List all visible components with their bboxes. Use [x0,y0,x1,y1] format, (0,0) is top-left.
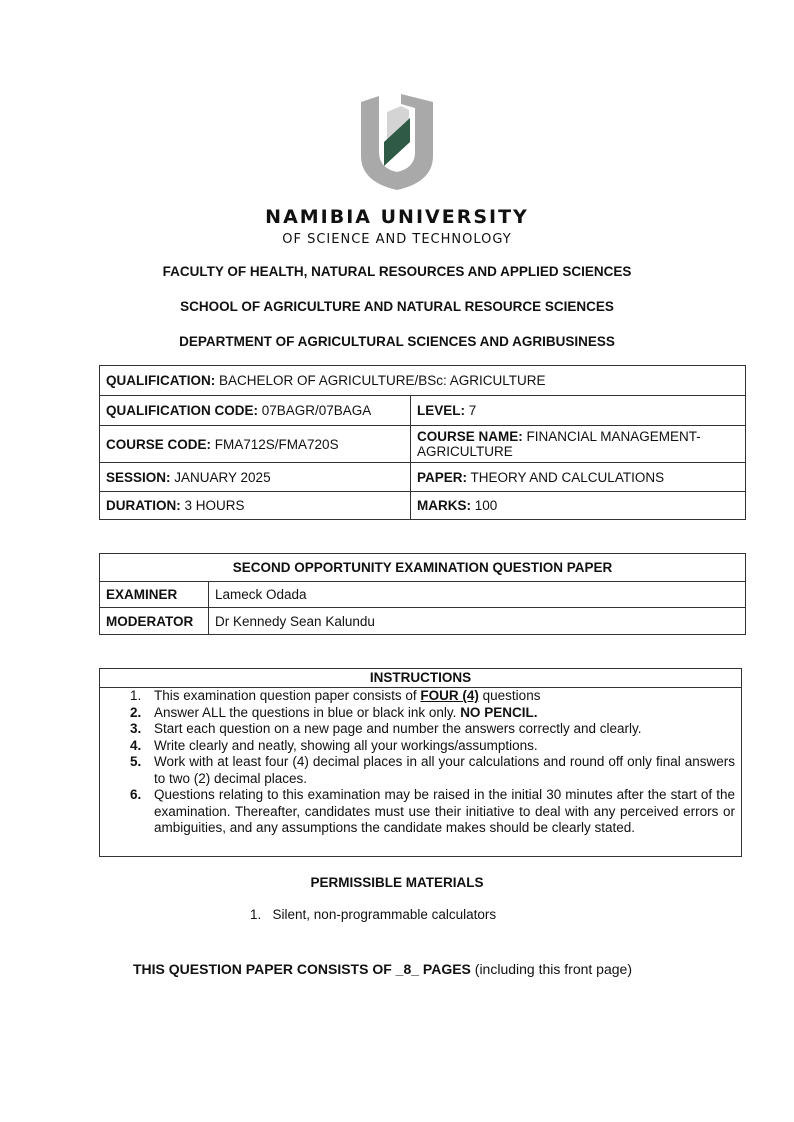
moderator-name: Dr Kennedy Sean Kalundu [209,608,746,635]
instruction-item: 1. This examination question paper consists of FOUR (4) questions [130,688,541,703]
university-name: NAMIBIA UNIVERSITY [265,206,529,228]
qualification-cell: QUALIFICATION: BACHELOR OF AGRICULTURE/BSc: AGRICULTURE [100,366,746,396]
exam-type-title: SECOND OPPORTUNITY EXAMINATION QUESTION PAPER [100,554,746,582]
course-name-cell: COURSE NAME: FINANCIAL MANAGEMENT-AGRICULTURE [411,426,746,463]
course-code-cell: COURSE CODE: FMA712S/FMA720S [100,426,411,463]
school-heading: SCHOOL OF AGRICULTURE AND NATURAL RESOURCE SCIENCES [180,299,614,314]
instructions-list [100,688,741,837]
qualification-code-cell: QUALIFICATION CODE: 07BAGR/07BAGA [100,396,411,426]
instruction-item: 6. Questions relating to this examination may be raised in the initial 30 minutes after the start of the examination. Thereafter, candidates must use their initiative to deal with any perceived errors or ambiguities, and any assumptions the candidate makes should be clearly stated. [130,787,735,835]
examiner-name: Lameck Odada [209,582,746,608]
department-heading: DEPARTMENT OF AGRICULTURAL SCIENCES AND AGRIBUSINESS [179,334,615,349]
level-cell: LEVEL: 7 [411,396,746,426]
instructions-box [99,668,742,857]
moderator-label: MODERATOR [100,608,209,635]
marks-cell: MARKS: 100 [411,492,746,520]
examiner-label: EXAMINER [100,582,209,608]
course-details-table [99,365,746,520]
instruction-item: 2. Answer ALL the questions in blue or black ink only. NO PENCIL. [130,704,538,720]
examiners-table [99,553,746,635]
instructions-title: INSTRUCTIONS [100,669,741,688]
instruction-item: 5. Work with at least four (4) decimal places in all your calculations and round off only final answers to two (2) decimal places. [130,754,735,786]
duration-cell: DURATION: 3 HOURS [100,492,411,520]
university-crest-logo [357,90,437,190]
instruction-item: 3. Start each question on a new page and number the answers correctly and clearly. [130,721,642,736]
faculty-heading: FACULTY OF HEALTH, NATURAL RESOURCES AND APPLIED SCIENCES [162,264,632,279]
permissible-item: 1. Silent, non-programmable calculators [250,907,497,922]
paper-cell: PAPER: THEORY AND CALCULATIONS [411,463,746,492]
page-count-note: THIS QUESTION PAPER CONSISTS OF _8_ PAGES (including this front page) [133,961,632,977]
university-subtitle: OF SCIENCE AND TECHNOLOGY [282,232,512,247]
permissible-materials-title: PERMISSIBLE MATERIALS [310,875,484,890]
session-cell: SESSION: JANUARY 2025 [100,463,411,492]
instruction-item: 4. Write clearly and neatly, showing all your workings/assumptions. [130,737,538,753]
